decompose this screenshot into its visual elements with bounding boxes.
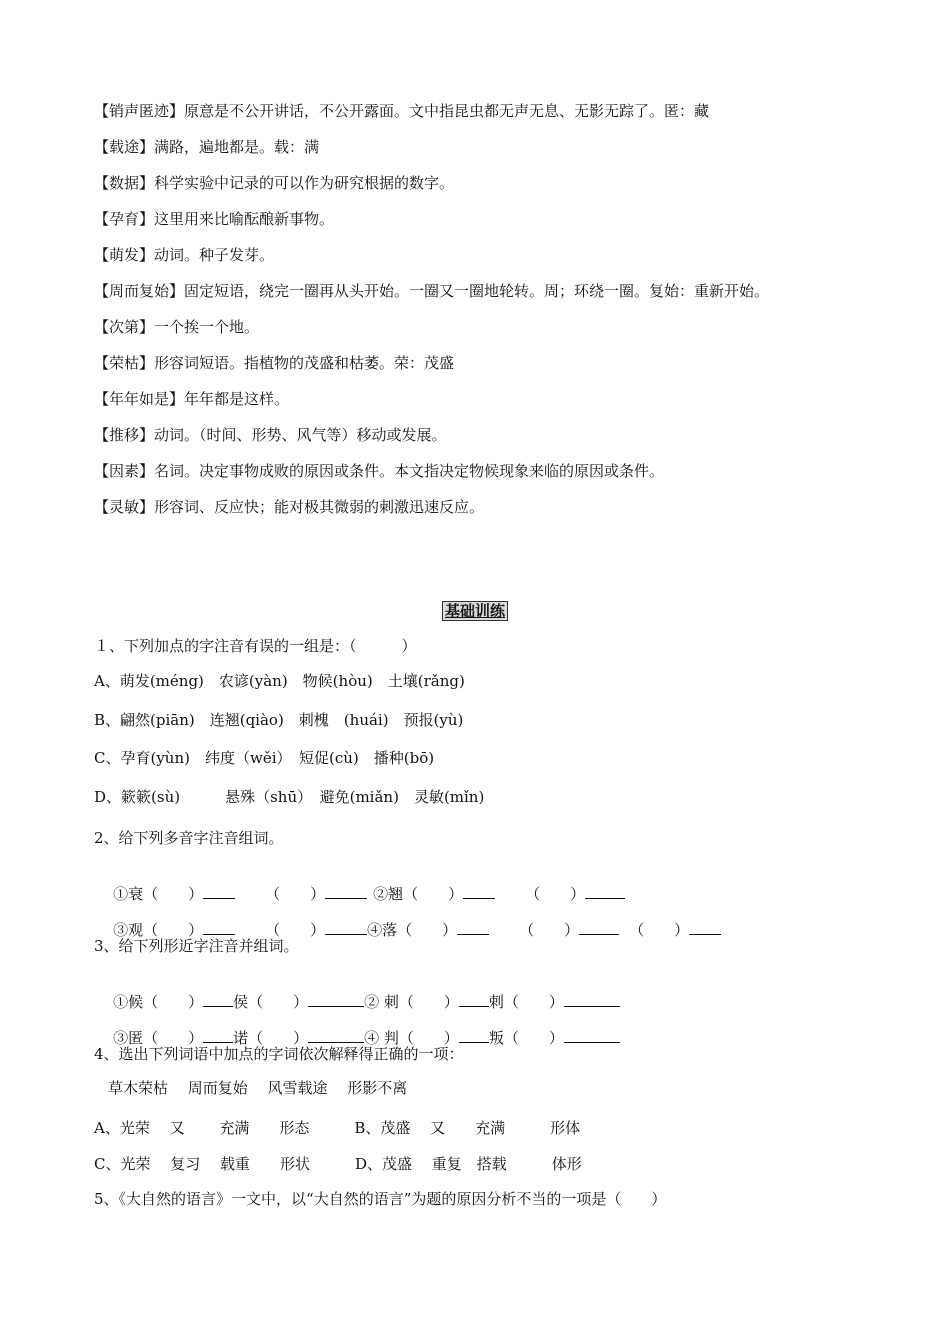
answer-blank[interactable] xyxy=(203,1028,233,1043)
q4-words: 草木荣枯 周而复始 风雪载途 形影不离 xyxy=(108,1079,408,1097)
q1-option-a: A、萌发(méng) 农谚(yàn) 物候(hòu) 土壤(rǎng) xyxy=(94,672,465,690)
q2-item-2b: （ ） xyxy=(525,885,586,903)
answer-blank[interactable] xyxy=(308,1028,364,1043)
q5-stem: 5、《大自然的语言》一文中，以“大自然的语言”为题的原因分析不当的一项是（ ） xyxy=(94,1190,667,1208)
q3-item-4: ④ 判（ ） xyxy=(364,1029,459,1047)
q3-stem: 3、给下列形近字注音并组词。 xyxy=(94,937,299,955)
vocab-item-2: 【载途】满路，遍地都是。载：满 xyxy=(94,138,320,156)
answer-blank[interactable] xyxy=(585,884,625,899)
q2-stem: 2、给下列多音字注音组词。 xyxy=(94,829,284,847)
vocab-item-5: 【萌发】动词。种子发芽。 xyxy=(94,246,275,264)
q4-options-cd: C、光荣 复习 载重 形状 D、茂盛 重复 搭载 体形 xyxy=(94,1155,582,1173)
vocab-item-1: 【销声匿迹】原意是不公开讲话，不公开露面。文中指昆虫都无声无息、无影无踪了。匿：藏 xyxy=(94,102,710,120)
vocab-item-6: 【周而复始】固定短语，绕完一圈再从头开始。一圈又一圈地轮转。周；环绕一圈。复始：重新开始。 xyxy=(94,282,770,300)
answer-blank[interactable] xyxy=(203,992,233,1007)
answer-blank[interactable] xyxy=(325,920,367,935)
answer-blank[interactable] xyxy=(459,1028,489,1043)
answer-blank[interactable] xyxy=(457,920,489,935)
q1-stem: １、下列加点的字注音有误的一组是：（ ） xyxy=(94,637,417,655)
answer-blank[interactable] xyxy=(564,1028,620,1043)
vocab-item-4: 【孕育】这里用来比喻酝酿新事物。 xyxy=(94,210,335,228)
q1-option-c: C、孕育(yùn) 纬度（wěi） 短促(cù) 播种(bō) xyxy=(94,749,435,767)
answer-blank[interactable] xyxy=(564,992,620,1007)
q2-item-4c: （ ） xyxy=(629,921,690,939)
q1-option-d: D、簌簌(sù) 悬殊（shū） 避免(miǎn) 灵敏(mǐn) xyxy=(94,788,485,806)
answer-blank[interactable] xyxy=(459,992,489,1007)
section-title-text: 基础训练 xyxy=(442,601,508,621)
q2-item-4: ④落（ ） xyxy=(367,921,458,939)
vocab-item-12: 【灵敏】形容词、反应快；能对极其微弱的刺激迅速反应。 xyxy=(94,498,485,516)
answer-blank[interactable] xyxy=(308,992,364,1007)
q3-item-2b: 剌（ ） xyxy=(488,993,564,1011)
answer-blank[interactable] xyxy=(689,920,721,935)
answer-blank[interactable] xyxy=(579,920,619,935)
q3-item-3: ③匿（ ） xyxy=(113,1029,204,1047)
vocab-item-10: 【推移】动词。（时间、形势、风气等）移动或发展。 xyxy=(94,426,447,444)
section-title xyxy=(0,600,950,621)
vocab-item-9: 【年年如是】年年都是这样。 xyxy=(94,390,290,408)
q3-item-1: ①候（ ） xyxy=(113,993,204,1011)
answer-blank[interactable] xyxy=(203,884,235,899)
q2-item-3: ③观（ ） xyxy=(113,921,204,939)
q3-item-4b: 叛（ ） xyxy=(488,1029,564,1047)
q4-options-ab: A、光荣 又 充满 形态 B、茂盛 又 充满 形体 xyxy=(94,1119,581,1137)
answer-blank[interactable] xyxy=(203,920,235,935)
answer-blank[interactable] xyxy=(463,884,495,899)
q2-item-4b: （ ） xyxy=(519,921,580,939)
q1-option-b: B、翩然(piān) 连翘(qiào) 刺槐 (huái) 预报(yù) xyxy=(94,711,464,729)
q2-item-1: ①衰（ ） xyxy=(113,885,204,903)
answer-blank[interactable] xyxy=(325,884,367,899)
q4-stem: 4、选出下列词语中加点的字词依次解释得正确的一项： xyxy=(94,1045,464,1063)
vocab-item-3: 【数据】科学实验中记录的可以作为研究根据的数字。 xyxy=(94,174,455,192)
vocab-item-7: 【次第】一个挨一个地。 xyxy=(94,318,260,336)
vocab-item-11: 【因素】名词。决定事物成败的原因或条件。本文指决定物候现象来临的原因或条件。 xyxy=(94,462,665,480)
q3-item-3b: 诺（ ） xyxy=(233,1029,309,1047)
q3-item-2: ② 刺（ ） xyxy=(364,993,459,1011)
q2-item-1b: （ ） xyxy=(265,885,326,903)
q2-item-3b: （ ） xyxy=(265,921,326,939)
q2-item-2: ②翘（ ） xyxy=(373,885,464,903)
q3-item-1b: 侯（ ） xyxy=(233,993,309,1011)
vocab-item-8: 【荣枯】形容词短语。指植物的茂盛和枯萎。荣：茂盛 xyxy=(94,354,455,372)
